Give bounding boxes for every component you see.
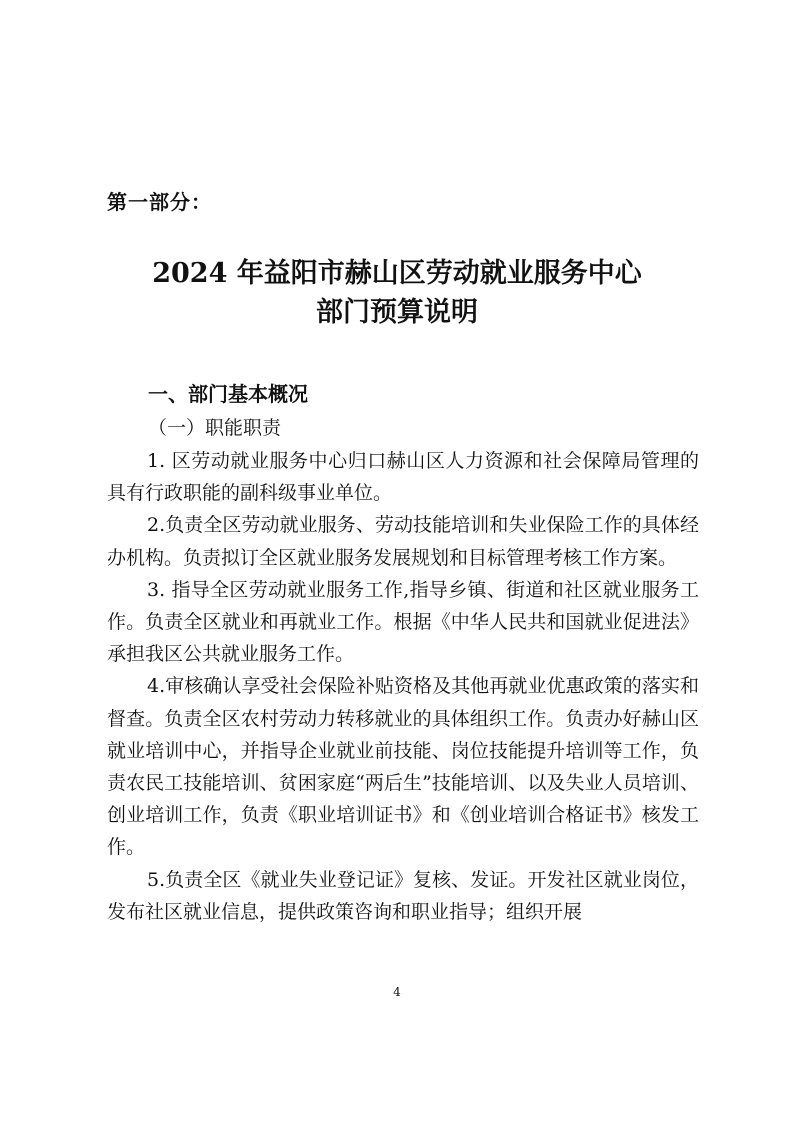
- page-title-line-2: 部门预算说明: [316, 297, 478, 328]
- paragraph-5: 5.负责全区《就业失业登记证》复核、发证。开发社区就业岗位，发布社区就业信息，提供政策咨询和职业指导；组织开展: [107, 868, 699, 923]
- paragraph-1: 1. 区劳动就业服务中心归口赫山区人力资源和社会保障局管理的具有行政职能的副科级事业单位。: [107, 450, 699, 505]
- part-label: 第一部分：: [107, 190, 212, 214]
- paragraph-3: 3. 指导全区劳动就业服务工作,指导乡镇、街道和社区就业服务工作。负责全区就业和再就业工作。根据《中华人民共和国就业促进法》承担我区公共就业服务工作。: [107, 578, 699, 666]
- paragraph-2: 2.负责全区劳动就业服务、劳动技能培训和失业保险工作的具体经办机构。负责拟订全区就业服务发展规划和目标管理考核工作方案。: [107, 514, 699, 569]
- section-heading: 一、部门基本概况: [148, 382, 308, 406]
- paragraph-4: 4.审核确认享受社会保险补贴资格及其他再就业优惠政策的落实和督查。负责全区农村劳动力转移就业的具体组织工作。负责办好赫山区就业培训中心，并指导企业就业前技能、岗位技能提升培训等工作，负责农民工技能培训、贫困家庭“两后生”技能培训、以及失业人员培训、创业培训工作，负责《职业培训证书》和《创业培训合格证书》核发工作。: [107, 675, 699, 859]
- sub-heading: （一）职能职责: [148, 417, 282, 439]
- page-title-line-1: 2024 年益阳市赫山区劳动就业服务中心: [152, 258, 642, 289]
- body-text: [107, 445, 699, 928]
- page-number: 4: [393, 985, 401, 999]
